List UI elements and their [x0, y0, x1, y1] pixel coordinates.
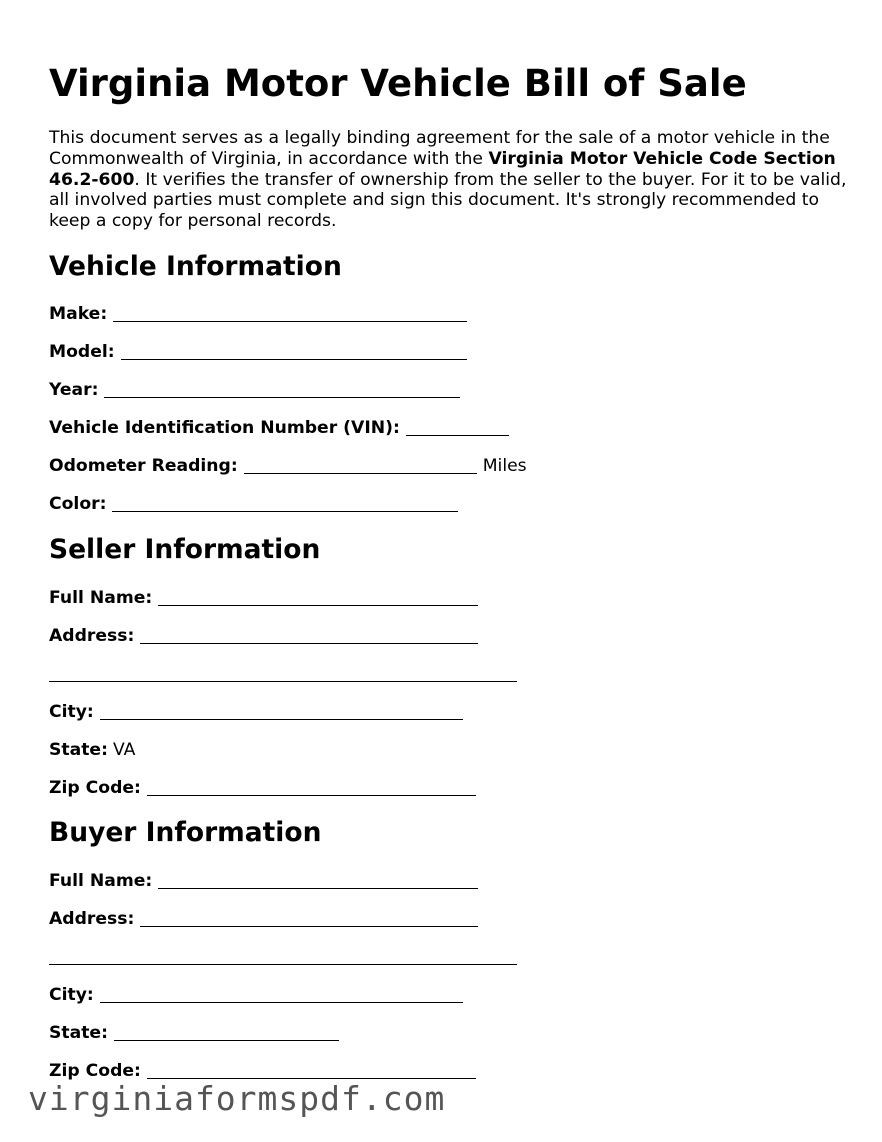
buyer-state-field: [49, 1022, 339, 1044]
model-field: [49, 341, 467, 363]
seller-state-value: VA: [112, 740, 136, 760]
buyer-section-heading: Buyer Information: [49, 817, 322, 848]
year-field: [49, 379, 460, 401]
color-input-line[interactable]: [112, 494, 458, 512]
seller-address-field: [49, 625, 478, 647]
intro-text-2: . It verifies the transfer of ownership from the seller to the buyer. For it to be valid, all involved parties must complete and sign this document. It's strongly recommended to keep a copy for personal records.: [49, 169, 847, 232]
odometer-field: [49, 455, 527, 477]
intro-code-reference: Virginia Motor Vehicle Code Section 46.2-600: [49, 148, 836, 190]
buyer-zip-input-line[interactable]: [147, 1061, 476, 1079]
buyer-state-label: State:: [49, 1023, 108, 1043]
buyer-city-field: [49, 984, 463, 1006]
seller-state-label: State:: [49, 740, 108, 760]
buyer-state-input-line[interactable]: [114, 1023, 339, 1041]
model-label: Model:: [49, 342, 115, 362]
buyer-address-label: Address:: [49, 909, 135, 929]
odometer-unit: Miles: [482, 456, 527, 476]
vin-input-line[interactable]: [406, 418, 509, 436]
color-field: [49, 493, 458, 515]
seller-city-field: [49, 701, 463, 723]
buyer-address-line-2[interactable]: [49, 964, 517, 965]
color-label: Color:: [49, 494, 107, 514]
seller-zip-input-line[interactable]: [147, 778, 476, 796]
make-field: [49, 303, 467, 325]
vin-label: Vehicle Identification Number (VIN):: [49, 418, 400, 438]
seller-zip-field: [49, 777, 476, 799]
seller-address-label: Address:: [49, 626, 135, 646]
seller-fullname-label: Full Name:: [49, 588, 153, 608]
buyer-fullname-field: [49, 870, 478, 892]
odometer-label: Odometer Reading:: [49, 456, 238, 476]
seller-address-line-2[interactable]: [49, 681, 517, 682]
seller-section-heading: Seller Information: [49, 534, 321, 565]
buyer-zip-label: Zip Code:: [49, 1061, 141, 1081]
buyer-fullname-label: Full Name:: [49, 871, 153, 891]
seller-state-field: [49, 739, 135, 761]
intro-text-1: This document serves as a legally binding agreement for the sale of a motor vehicle in the Commonwealth of Virginia, in accordance with the: [49, 128, 830, 169]
make-input-line[interactable]: [113, 304, 467, 322]
seller-address-input-line[interactable]: [140, 626, 478, 644]
odometer-input-line[interactable]: [244, 456, 477, 474]
make-label: Make:: [49, 304, 108, 324]
buyer-address-input-line[interactable]: [140, 909, 478, 927]
buyer-fullname-input-line[interactable]: [158, 871, 478, 889]
seller-city-input-line[interactable]: [100, 702, 463, 720]
vin-field: [49, 417, 509, 439]
intro-paragraph: [49, 128, 849, 232]
year-input-line[interactable]: [104, 380, 460, 398]
page-title: Virginia Motor Vehicle Bill of Sale: [49, 62, 747, 105]
buyer-city-label: City:: [49, 985, 94, 1005]
model-input-line[interactable]: [121, 342, 467, 360]
year-label: Year:: [49, 380, 99, 400]
seller-zip-label: Zip Code:: [49, 778, 141, 798]
watermark: virginiaformspdf.com: [28, 1079, 446, 1118]
buyer-city-input-line[interactable]: [100, 985, 463, 1003]
seller-fullname-input-line[interactable]: [158, 588, 478, 606]
vehicle-section-heading: Vehicle Information: [49, 251, 342, 282]
seller-fullname-field: [49, 587, 478, 609]
buyer-address-field: [49, 908, 478, 930]
seller-city-label: City:: [49, 702, 94, 722]
